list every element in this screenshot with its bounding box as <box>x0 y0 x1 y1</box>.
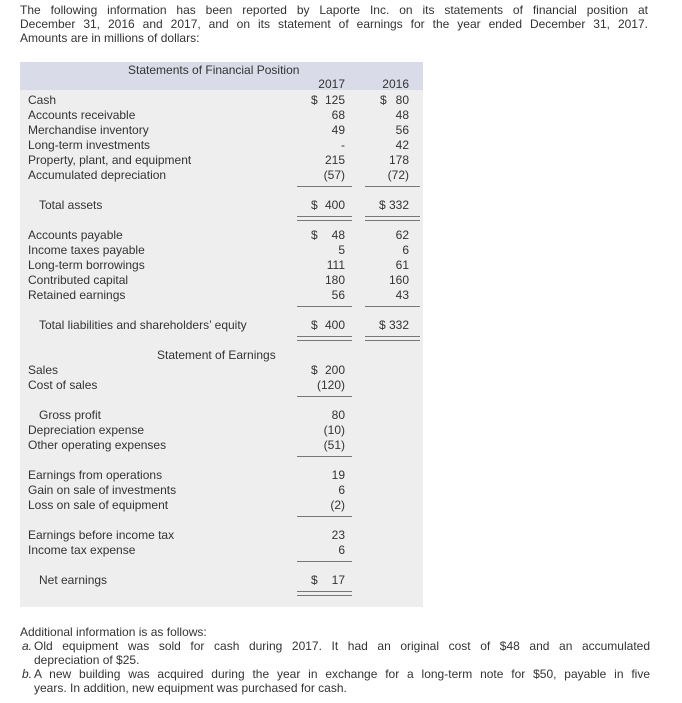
total-double-rule <box>297 591 352 596</box>
total-assets-2017: $ 400 <box>311 198 345 212</box>
cell-2017: $ 125 <box>311 93 345 107</box>
cell-2016: 43 <box>395 288 409 302</box>
row-label: Earnings from operations <box>28 468 163 482</box>
earnings-value: (51) <box>323 438 345 452</box>
earnings-value: (2) <box>330 498 345 512</box>
cell-2017: - <box>341 138 345 152</box>
row-label: Accounts receivable <box>28 108 136 122</box>
list-item <box>20 667 650 695</box>
intro-line-1: The following information has been reported by Laporte Inc. on its statements of financial position at <box>20 3 648 17</box>
cell-2016: 6 <box>402 243 409 257</box>
cell-2017: 49 <box>331 123 345 137</box>
subtotal-rule <box>297 516 352 517</box>
cell-2017: 180 <box>324 273 345 287</box>
earnings-value: 80 <box>331 408 345 422</box>
row-label-net-earnings: Net earnings <box>39 573 108 587</box>
row-label: Depreciation expense <box>28 423 145 437</box>
total-double-rule <box>365 216 420 221</box>
cell-2016: $ 80 <box>380 93 409 107</box>
list-item-line: Old equipment was sold for cash during 2017. It had an original cost of $48 and an accumulated <box>34 639 650 653</box>
cell-2017: 5 <box>338 243 345 257</box>
row-label: Gross profit <box>39 408 102 422</box>
intro-paragraph <box>20 3 648 45</box>
row-label: Sales <box>28 363 59 377</box>
cell-2016: 48 <box>395 108 409 122</box>
subtotal-rule <box>297 561 352 562</box>
column-header-2017: 2017 <box>318 77 345 91</box>
earnings-title: Statement of Earnings <box>157 348 276 362</box>
earnings-value: (10) <box>323 423 345 437</box>
list-item <box>20 639 650 667</box>
row-label: Property, plant, and equipment <box>28 153 192 167</box>
row-label: Cost of sales <box>28 378 98 392</box>
cell-2017: (57) <box>323 168 345 182</box>
row-label: Accumulated depreciation <box>28 168 167 182</box>
row-label-total-liabilities: Total liabilities and shareholders’ equity <box>39 318 247 332</box>
list-marker: b. <box>22 667 33 681</box>
subtotal-rule <box>297 186 352 187</box>
row-label: Income tax expense <box>28 543 136 557</box>
subtotal-rule <box>365 186 420 187</box>
row-label: Merchandise inventory <box>28 123 149 137</box>
dollar-sign: $ <box>311 198 318 212</box>
earnings-value: (120) <box>316 378 345 392</box>
additional-information <box>20 625 650 695</box>
cell-2016: (72) <box>387 168 409 182</box>
intro-line-3: Amounts are in millions of dollars: <box>20 31 200 45</box>
list-item-line: depreciation of $25. <box>34 653 140 667</box>
earnings-value: 23 <box>331 528 345 542</box>
row-label: Gain on sale of investments <box>28 483 177 497</box>
dollar-sign: $ <box>311 573 318 587</box>
subtotal-rule <box>297 456 352 457</box>
cell-2016: 160 <box>388 273 409 287</box>
cell-2016: 178 <box>388 153 409 167</box>
list-marker: a. <box>22 639 33 653</box>
total-double-rule <box>365 336 420 341</box>
cell-2017: 111 <box>326 258 345 272</box>
earnings-value: 6 <box>338 543 345 557</box>
row-label: Accounts payable <box>28 228 123 242</box>
row-label: Long-term investments <box>28 138 151 152</box>
dollar-sign: $ <box>311 363 318 377</box>
list-item-line: years. In addition, new equipment was purchased for cash. <box>34 681 347 695</box>
total-double-rule <box>297 336 352 341</box>
row-label: Loss on sale of equipment <box>28 498 169 512</box>
cell-2017: 68 <box>331 108 345 122</box>
additional-heading: Additional information is as follows: <box>20 625 207 639</box>
cell-2016: 62 <box>395 228 409 242</box>
intro-line-2: December 31, 2016 and 2017, and on its statement of earnings for the year ended December 31, 2017. <box>20 17 648 31</box>
subtotal-rule <box>297 306 352 307</box>
dollar-sign: $ <box>311 93 318 107</box>
subtotal-rule <box>365 306 420 307</box>
row-label: Contributed capital <box>28 273 129 287</box>
row-label: Other operating expenses <box>28 438 167 452</box>
cell-2016: 42 <box>395 138 409 152</box>
row-label: Income taxes payable <box>28 243 145 257</box>
subtotal-rule <box>297 396 352 397</box>
list-item-line: A new building was acquired during the year in exchange for a long-term note for $50, payable in five <box>34 667 650 681</box>
row-label: Cash <box>28 93 57 107</box>
row-label: Long-term borrowings <box>28 258 145 272</box>
total-double-rule <box>297 216 352 221</box>
cell-2017: $ 48 <box>311 228 345 242</box>
cell-2017: 215 <box>324 153 345 167</box>
cell-2017: 56 <box>331 288 345 302</box>
total-liabilities-2016: $ 332 <box>378 318 409 332</box>
column-header-2016: 2016 <box>382 77 409 91</box>
total-liabilities-2017: $ 400 <box>311 318 345 332</box>
financial-position-title: Statements of Financial Position <box>128 63 300 77</box>
dollar-sign: $ <box>311 318 318 332</box>
row-label: Retained earnings <box>28 288 126 302</box>
cell-2016: 56 <box>395 123 409 137</box>
dollar-sign: $ <box>311 228 318 242</box>
earnings-value: 6 <box>338 483 345 497</box>
earnings-value: $ 200 <box>311 363 345 377</box>
dollar-sign: $ <box>380 93 387 107</box>
net-earnings-value: $ 17 <box>311 573 345 587</box>
earnings-value: 19 <box>331 468 345 482</box>
total-assets-2016: $ 332 <box>378 198 409 212</box>
cell-2016: 61 <box>395 258 409 272</box>
row-label-total-assets: Total assets <box>39 198 103 212</box>
row-label: Earnings before income tax <box>28 528 175 542</box>
